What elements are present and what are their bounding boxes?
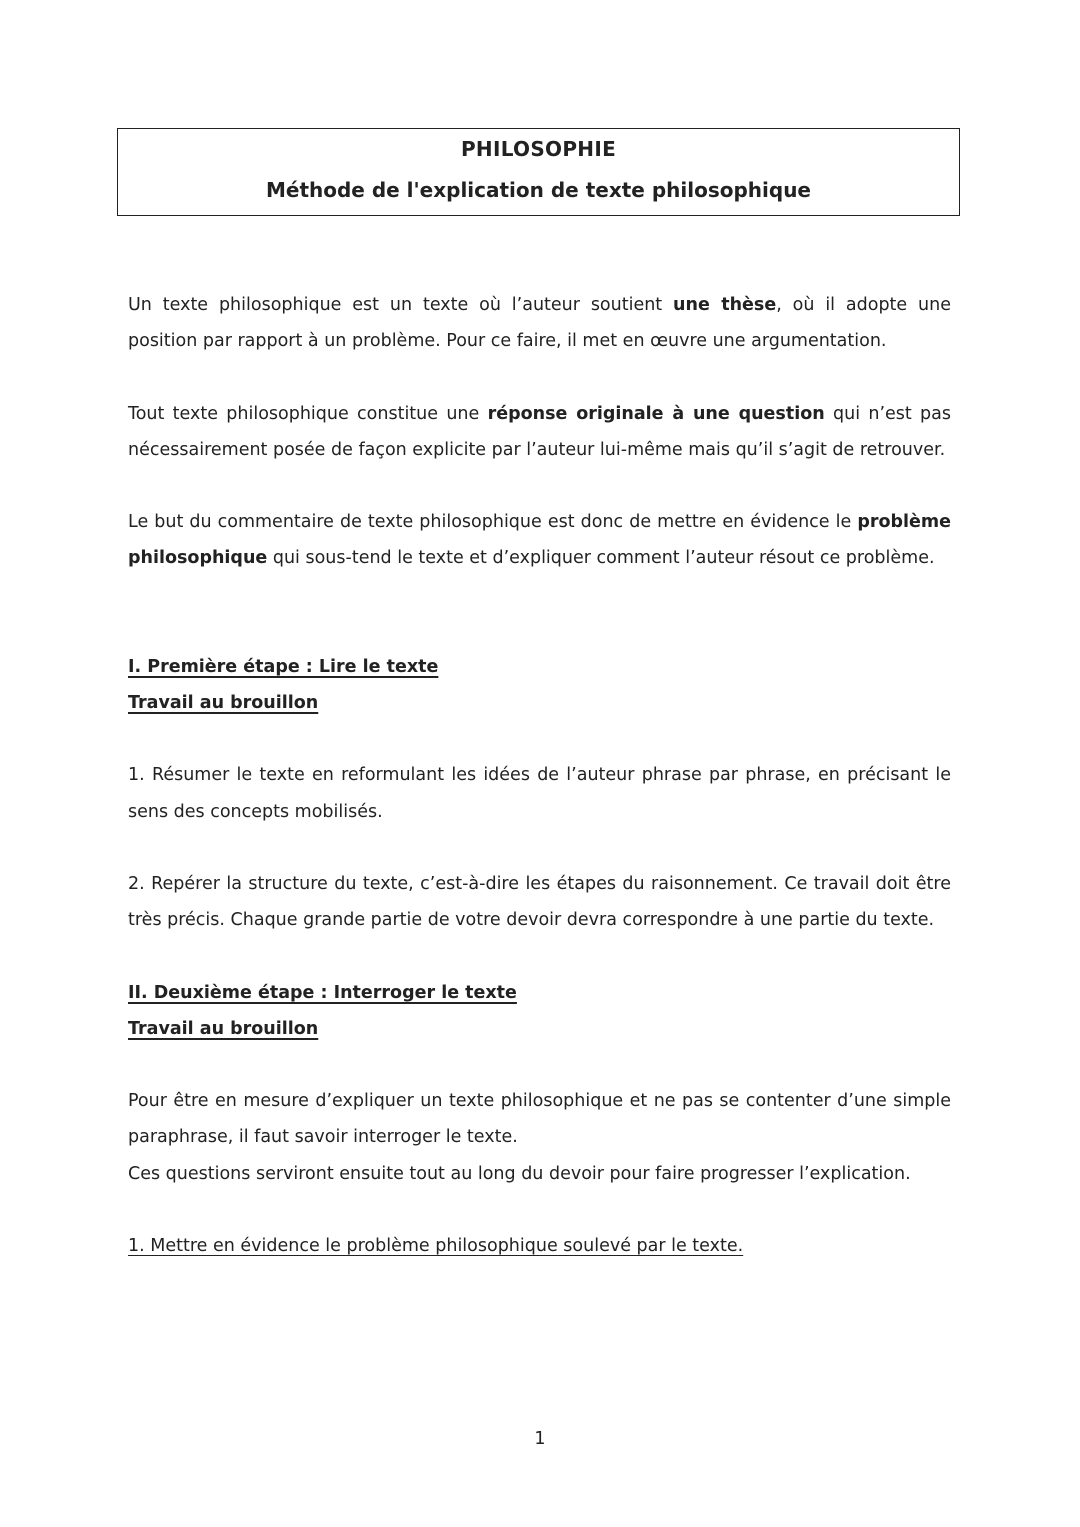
intro-paragraph-1: Un texte philosophique est un texte où l’auteur soutient une thèse, où il adopte une position par rapport à un problème. Pour ce faire, il met en œuvre une argumentation. xyxy=(128,295,951,352)
section-2-paragraph-2: Ces questions serviront ensuite tout au long du devoir pour faire progresser l’explication. xyxy=(128,1163,911,1184)
section-2-paragraph-1: Pour être en mesure d’expliquer un texte philosophique et ne pas se contenter d’une simple paraphrase, il faut savoir interroger le texte. xyxy=(128,1091,951,1148)
section-2-subheading: Travail au brouillon xyxy=(128,1018,319,1039)
emphasis-reponse: réponse originale à une question xyxy=(487,403,825,424)
intro-paragraph-3: Le but du commentaire de texte philosophique est donc de mettre en évidence le problème philosophique qui sous-tend le texte et d’expliquer comment l’auteur résout ce problème. xyxy=(128,512,951,569)
section-1-subheading: Travail au brouillon xyxy=(128,693,319,714)
document-subtitle: Méthode de l'explication de texte philosophique xyxy=(265,178,811,202)
title-box xyxy=(117,128,960,216)
intro-paragraph-2: Tout texte philosophique constitue une réponse originale à une question qui n’est pas nécessairement posée de façon explicite par l’auteur lui-même mais qu’il s’agit de retrouver. xyxy=(128,403,951,460)
section-1-heading-block xyxy=(128,649,951,722)
emphasis-probleme: problème philosophique xyxy=(128,512,951,569)
section-1-heading: I. Première étape : Lire le texte xyxy=(128,656,439,677)
section-1-item-1: 1. Résumer le texte en reformulant les idées de l’auteur phrase par phrase, en précisant le sens des concepts mobilisés. xyxy=(128,765,951,822)
page-number: 1 xyxy=(534,1429,546,1449)
section-1-item-2: 2. Repérer la structure du texte, c’est-à-dire les étapes du raisonnement. Ce travail doit être très précis. Chaque grande partie de votre devoir devra correspondre à une partie du texte. xyxy=(128,873,951,931)
section-2-heading: II. Deuxième étape : Interroger le texte xyxy=(128,982,517,1003)
section-2-heading-block xyxy=(128,975,951,1048)
document-title: PHILOSOPHIE xyxy=(460,137,617,161)
document-body xyxy=(128,287,951,1264)
section-2-point-1 xyxy=(128,1228,951,1264)
emphasis-these: une thèse xyxy=(673,295,777,315)
section-2-point-1-text: 1. Mettre en évidence le problème philosophique soulevé par le texte. xyxy=(128,1236,744,1257)
